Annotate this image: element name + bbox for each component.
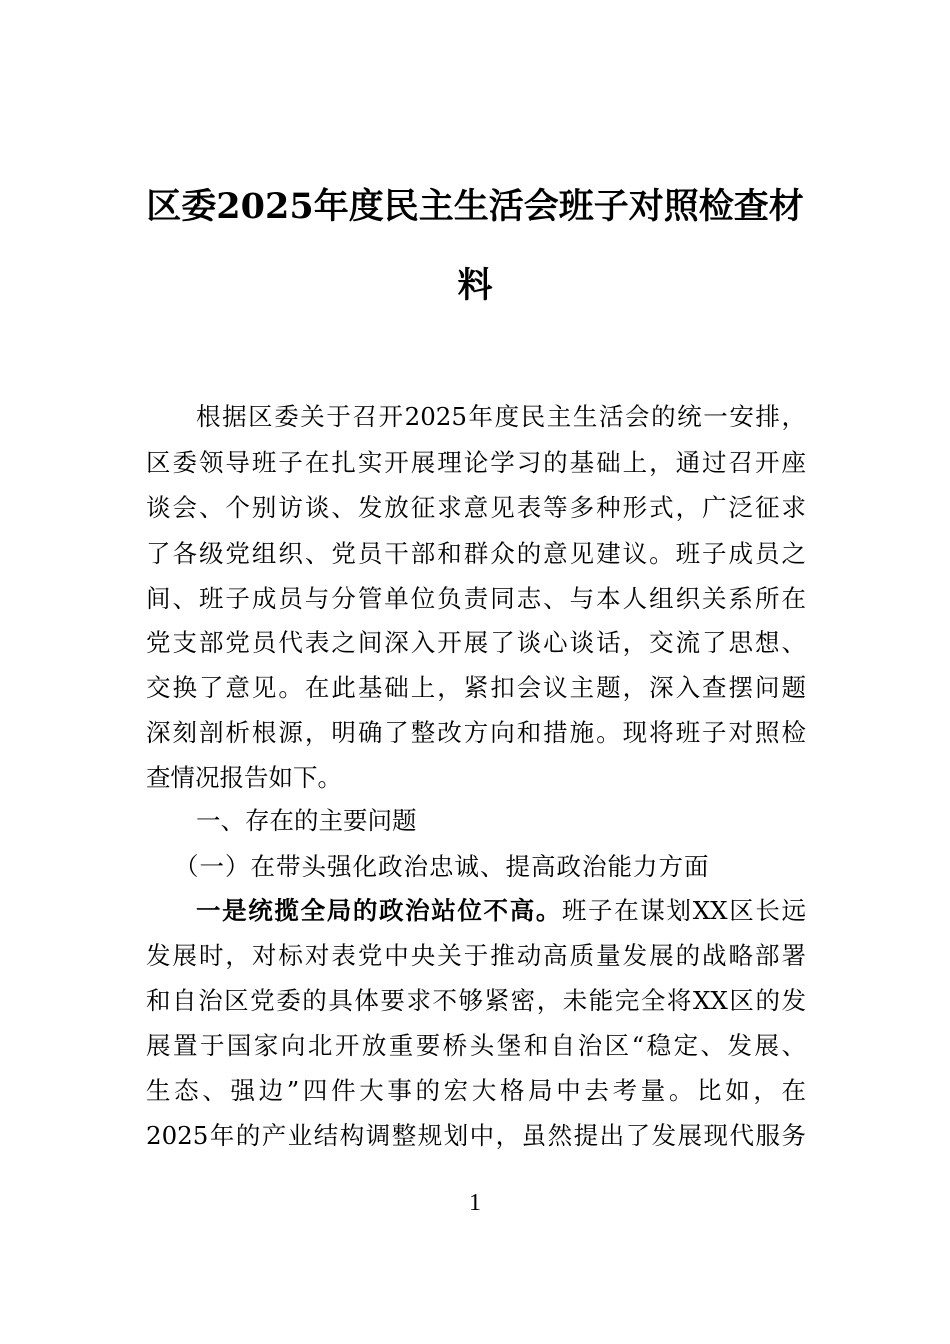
paragraph-line: 发展时，对标对表党中央关于推动高质量发展的战略部署 bbox=[146, 941, 806, 970]
paragraph-line: 展置于国家向北开放重要桥头堡和自治区“稳定、发展、 bbox=[146, 1031, 806, 1060]
paragraph-line: 党支部党员代表之间深入开展了谈心谈话，交流了思想、 bbox=[146, 628, 806, 657]
paragraph-line: 区委领导班子在扎实开展理论学习的基础上，通过召开座 bbox=[146, 448, 806, 477]
document-title-line-1: 区委2025年度民主生活会班子对照检查材 bbox=[146, 186, 804, 227]
document-title-line-2: 料 bbox=[457, 265, 493, 306]
page-number: 1 bbox=[469, 1190, 481, 1216]
paragraph-line bbox=[196, 896, 806, 926]
paragraph-line: 谈会、个别访谈、发放征求意见表等多种形式，广泛征求 bbox=[146, 493, 806, 522]
paragraph-line: 交换了意见。在此基础上，紧扣会议主题，深入查摆问题 bbox=[146, 673, 806, 702]
paragraph-line: 了各级党组织、党员干部和群众的意见建议。班子成员之 bbox=[146, 539, 806, 568]
point-one-lead: 一是统揽全局的政治站位不高。 bbox=[196, 896, 562, 925]
point-one-text: 班子在谋划XX区长远 bbox=[561, 896, 806, 925]
paragraph-line: 生态、强边”四件大事的宏大格局中去考量。比如，在 bbox=[146, 1076, 806, 1105]
subsection-heading: （一）在带头强化政治忠诚、提高政治能力方面 bbox=[174, 852, 710, 881]
paragraph-line: 和自治区党委的具体要求不够紧密，未能完全将XX区的发 bbox=[146, 986, 806, 1015]
paragraph-line: 2025年的产业结构调整规划中，虽然提出了发展现代服务 bbox=[146, 1121, 806, 1150]
section-heading: 一、存在的主要问题 bbox=[196, 806, 417, 835]
paragraph-line: 深刻剖析根源，明确了整改方向和措施。现将班子对照检 bbox=[146, 718, 806, 747]
paragraph-line: 查情况报告如下。 bbox=[146, 763, 342, 792]
paragraph-line: 根据区委关于召开2025年度民主生活会的统一安排， bbox=[196, 402, 806, 431]
paragraph-line: 间、班子成员与分管单位负责同志、与本人组织关系所在 bbox=[146, 584, 806, 613]
